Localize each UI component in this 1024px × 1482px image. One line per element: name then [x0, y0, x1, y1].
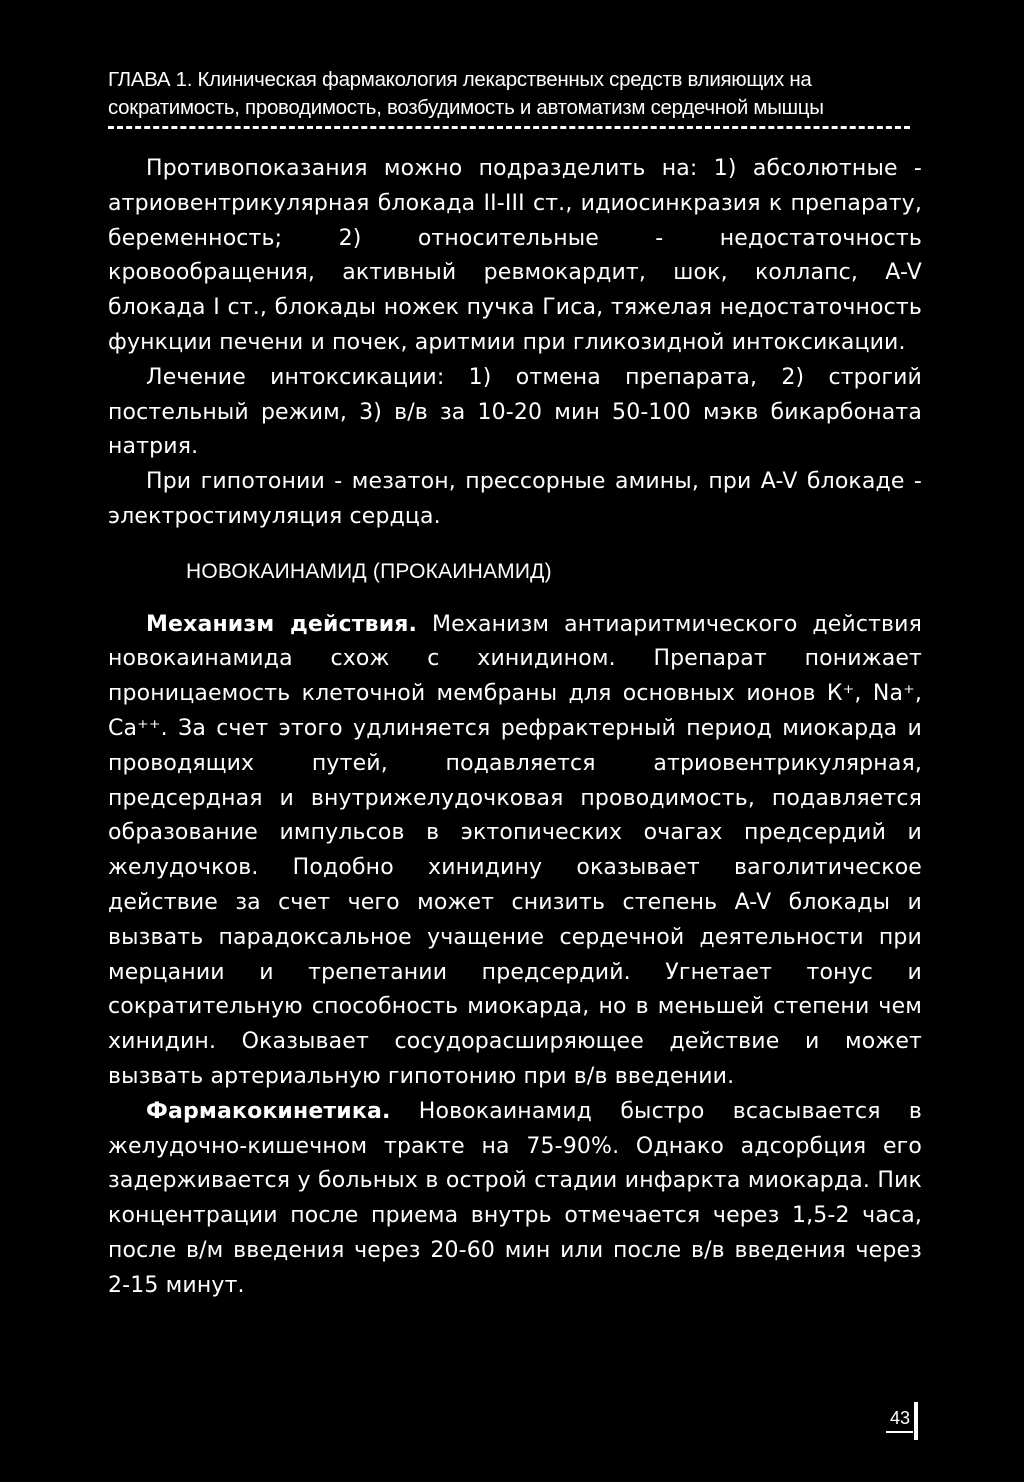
pharmacokinetics-paragraph — [108, 1095, 922, 1304]
page-body — [108, 152, 922, 1304]
page-number: 43 — [886, 1408, 913, 1433]
header-divider — [108, 126, 910, 129]
contraindications-paragraph: Противопоказания можно подразделить на: 1) абсолютные - атриовентрикулярная блокада II-III ст., идиосинкразия к препарату, беременность; 2) относительные - недостаточность кровообращения, активный ревмокардит, шок, коллапс, A-V блокада I ст., блокады ножек пучка Гиса, тяжелая недостаточность функции печени и почек, аритмии при гликозидной интоксикации. — [108, 156, 922, 355]
chapter-header — [108, 66, 928, 129]
mechanism-paragraph — [108, 608, 922, 1095]
hypotension-paragraph: При гипотонии - мезатон, прессорные амины, при A-V блокаде - электростимуляция сердца. — [108, 469, 922, 529]
section-title: НОВОКАИНАМИД (ПРОКАИНАМИД) — [186, 559, 552, 583]
mechanism-heading: Механизм действия. — [146, 611, 418, 637]
chapter-header-line-2: сократимость, проводимость, возбудимость и автоматизм сердечной мышцы — [108, 96, 824, 119]
treatment-paragraph: Лечение интоксикации: 1) отмена препарата, 2) строгий постельный режим, 3) в/в за 10-20 мин 50-100 мэкв бикарбоната натрия. — [108, 364, 922, 460]
pharmacokinetics-heading: Фармакокинетика. — [146, 1098, 391, 1124]
page-number-bar — [914, 1402, 918, 1440]
mechanism-text: Механизм антиаритмического действия новокаинамида схож с хинидином. Препарат понижает проницаемость клеточной мембраны для основных ионов К⁺, Na⁺, Ca⁺⁺. За счет этого удлиняется рефрактерный период миокарда и проводящих путей, подавляется атриовентрикулярная, предсердная и внутрижелудочковая проводимость, подавляется образование импульсов в эктопических очагах предсердий и желудочков. Подобно хинидину оказывает ваголитическое действие за счет чего может снизить степень A-V блокады и вызвать парадоксальное учащение сердечной деятельности при мерцании и трепетании предсердий. Угнетает тонус и сократительную способность миокарда, но в меньшей степени чем хинидин. Оказывает сосудорасширяющее действие и может вызвать артериальную гипотонию при в/в введении. — [108, 611, 923, 1089]
pharmacokinetics-text: Новокаинамид быстро всасывается в желудочно-кишечном тракте на 75-90%. Однако адсорбция его задерживается у больных в острой стадии инфаркта миокарда. Пик концентрации после приема внутрь отмечается через 1,5-2 часа, после в/м введения через 20-60 мин или после в/в введения через 2-15 минут. — [108, 1098, 922, 1298]
chapter-header-line-1: ГЛАВА 1. Клиническая фармакология лекарственных средств влияющих на — [108, 68, 812, 91]
